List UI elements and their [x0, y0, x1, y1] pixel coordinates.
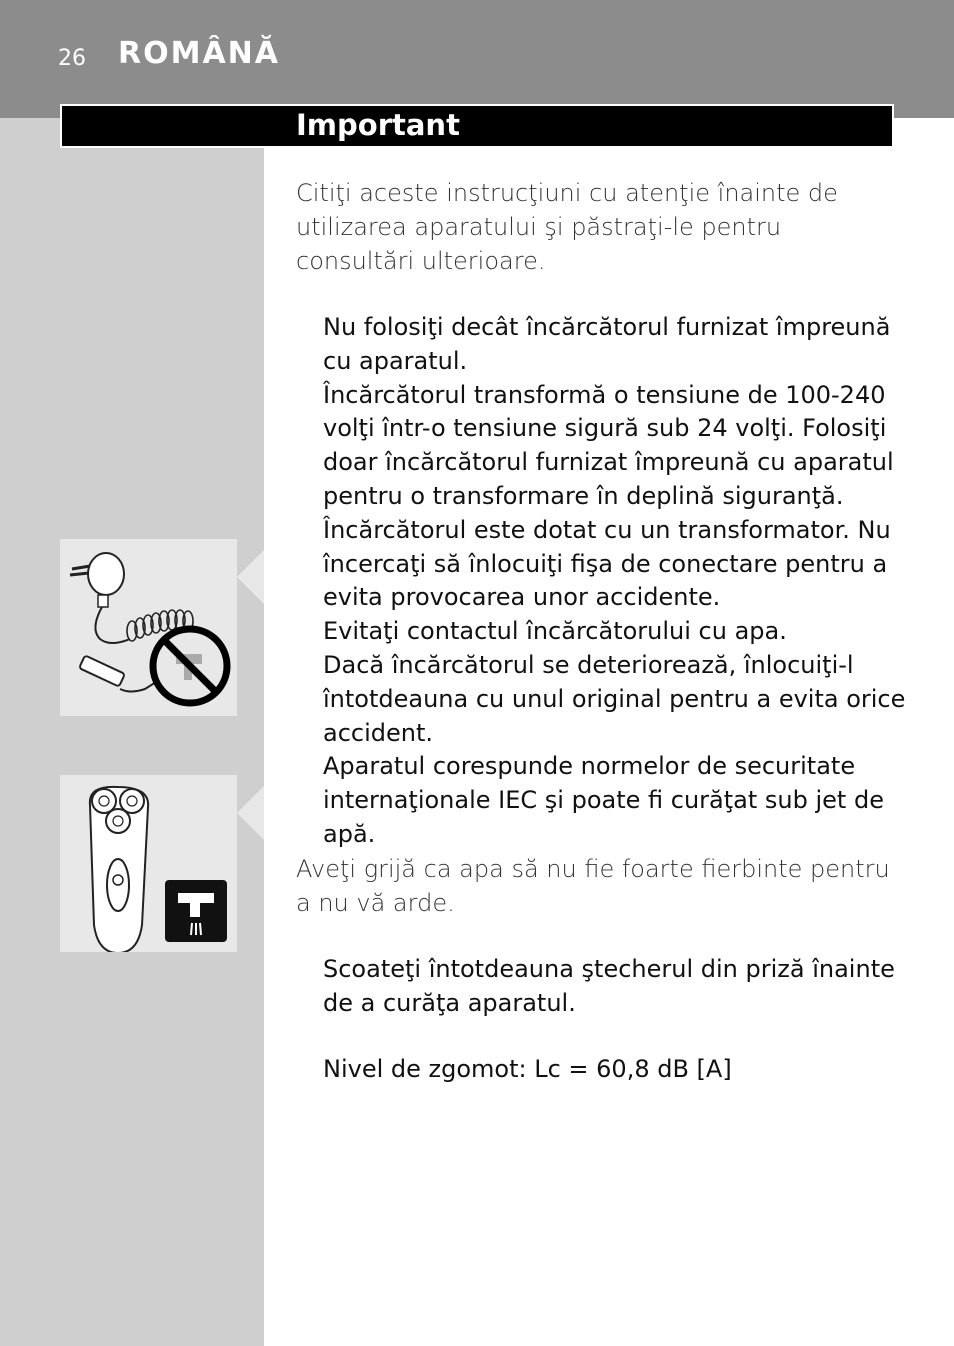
charger-no-water-icon — [60, 539, 237, 716]
section-bar — [60, 104, 894, 148]
language-heading: ROMÂNĂ — [118, 36, 280, 71]
intro-paragraph: Citiţi aceste instrucţiuni cu atenţie înainte de utilizarea aparatului şi păstraţi-le pentru consultări ulterioare. — [296, 179, 838, 275]
text-column — [296, 176, 906, 1087]
list-item: Încărcătorul este dotat cu un transformator. Nu încercaţi să înlocuiţi fişa de conectare pentru a evita provocarea unor accidente. — [323, 515, 891, 612]
charger-figure — [60, 539, 237, 716]
list-item: Evitaţi contactul încărcătorului cu apa. — [323, 617, 787, 646]
shaver-water-tap-icon — [60, 775, 237, 952]
shaver-figure — [60, 775, 237, 952]
noise-level: Nivel de zgomot: Lc = 60,8 dB [A] — [323, 1055, 732, 1084]
list-item: Scoateţi întotdeauna ştecherul din priză înainte de a curăţa aparatul. — [323, 954, 895, 1017]
list-item: Dacă încărcătorul se deteriorează, înlocuiţi-l întotdeauna cu unul original pentru a evita orice accident. — [323, 650, 906, 747]
section-title: Important — [296, 108, 460, 142]
figure-pointer — [237, 786, 264, 840]
margin-band — [0, 118, 264, 1346]
list-item: Nu folosiţi decât încărcătorul furnizat împreună cu aparatul. — [323, 313, 891, 375]
page-number: 26 — [58, 46, 86, 71]
list-item: Aparatul corespunde normelor de securitate internaţionale IEC şi poate fi curăţat sub jet de apă. — [323, 752, 884, 848]
list-item: Încărcătorul transformă o tensiune de 100-240 volţi într-o tensiune sigură sub 24 volţi. Folosiţi doar încărcătorul furnizat împreună cu aparatul pentru o transformare în deplină siguranţă. — [323, 380, 894, 510]
figure-pointer — [237, 550, 264, 604]
water-note: Aveţi grijă ca apa să nu fie foarte fierbinte pentru a nu vă arde. — [296, 854, 890, 917]
